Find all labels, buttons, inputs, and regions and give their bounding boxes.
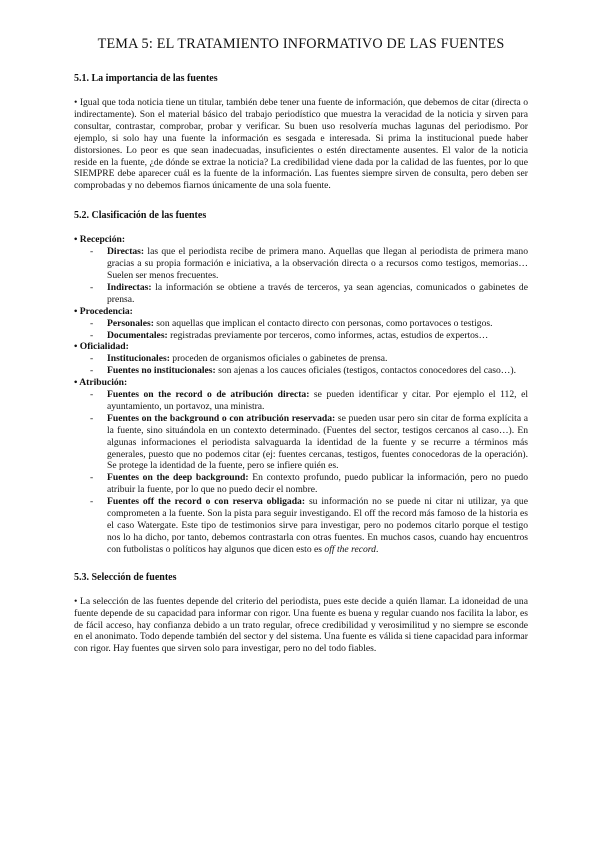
list-item [90,281,528,306]
dash: - [90,329,94,341]
paragraph-importancia [74,97,528,192]
bullet: • [74,595,78,607]
section-heading-clasificacion: 5.2. Clasificación de las fuentes [74,210,207,222]
list-item [90,317,528,330]
section-heading-seleccion: 5.3. Selección de fuentes [74,571,177,583]
term: Indirectas: [107,281,152,293]
term: Fuentes off the record o con reserva obligada: [107,496,306,508]
category-oficialidad [74,341,528,377]
dash: - [90,317,94,329]
term: Fuentes on the background o con atribución reservada: [107,412,336,424]
dash: - [90,353,94,365]
dash: - [90,496,94,508]
classification-list [74,234,528,555]
document-page [74,36,528,673]
dash: - [90,389,94,401]
item-text: las que el periodista recibe de primera mano. Aquellas que llegan al periodista de primera mano gracias a su propia formación e iniciativa, a la observación directa o a recursos como testigos, memorias… Suelen ser menos frecuentes. [107,246,528,281]
item-text: proceden de organismos oficiales o gabinetes de prensa. [169,353,388,365]
list-item [90,329,528,342]
item-text: se pueden usar pero sin citar de forma explícita a la fuente, sino situándola en un contexto determinado. (Fuentes del sector, testigos cercanos al caso…). En algunas informaciones el periodista salvaguarda la identidad de la fuente y se recurre a términos más generales, puesto que no podemos citar (ej: fuentes cercanas, testigos, fuentes conocedoras de la operación). Se protege la identidad de la fuente, pero se infiere quién es. [107,412,528,472]
bullet: • [74,97,78,108]
bullet: • [74,234,78,246]
section-heading-importancia: 5.1. La importancia de las fuentes [74,73,218,84]
dash: - [90,472,94,484]
list-item [90,496,528,556]
bullet: • [74,341,78,353]
category-label: • Recepción: [74,234,126,246]
item-text: son aquellas que implican el contacto directo con personas, como portavoces o testigos. [153,317,493,329]
category-atribucion [74,377,528,556]
term: Fuentes on the deep background: [107,472,249,484]
category-label: • Oficialidad: [74,341,129,353]
paragraph-text: La selección de las fuentes depende del criterio del periodista, pues este decide a quién llamar. La idoneidad de una fuente depende de su capacidad para informar con rigor. Una fuente es buena y regular cuando nos facilita la labor, es de fácil acceso, hay confianza debido a un trato regular, ofrece credibilidad y verosimilitud y no siempre se esconde en el anonimato. Todo depende también del sector y del sistema. Una fuente es válida si tiene capacidad para informar con rigor. Hay fuentes que sirven solo para investigar, pero no del todo fiables. [74,595,528,655]
dash: - [90,281,94,293]
dash: - [90,365,94,377]
bullet: • [74,377,78,389]
item-text: son ajenas a los cauces oficiales (testigos, contactos conocedores del caso…). [215,365,516,377]
term: Documentales: [107,329,168,341]
bullet: • [74,305,78,317]
term: Personales: [107,317,154,329]
paragraph-seleccion [74,596,528,656]
item-text: En contexto profundo, puedo publicar la información, pero no puedo atribuir la fuente, por lo que no puedo decir el nombre. [107,472,528,496]
category-label: • Procedencia: [74,305,133,317]
list-item [90,353,528,365]
paragraph-text: Igual que toda noticia tiene un titular, también debe tener una fuente de información, que debemos de citar (directa o indirectamente). Son el material básico del trabajo periodístico que muestra la veracidad de la noticia y sirven para consultar, contrastar, comprobar, probar y verificar. Su buen uso resolvería muchas lagunas del periodismo. Por ejemplo, si solo hay una fuente la información es sesgada e interesada. Si prima la institucional puede haber distorsiones. Lo peor es que sean inadecuadas, insuficientes o estén directamente ausentes. El valor de la noticia reside en la fuente, ¿de dónde se extrae la noticia? La credibilidad viene dada por la calidad de las fuentes, por lo que SIEMPRE debe aparecer cuál es la fuente de la información. Las fuentes siempre sirven de consulta, pero deben ser comprobadas y no debemos fiarnos únicamente de una sola fuente. [74,97,528,192]
list-item [90,412,528,473]
category-recepcion [74,234,528,305]
dash: - [90,412,94,424]
term: Institucionales: [107,353,170,365]
item-text: se pueden identificar y citar. Por ejemplo el 112, el ayuntamiento, un portavoz, una ministra. [107,389,529,412]
document-title: TEMA 5: EL TRATAMIENTO INFORMATIVO DE LAS FUENTES [97,36,505,52]
list-item [90,365,528,377]
category-label: • Atribución: [74,377,128,389]
item-end: . [375,543,379,555]
term: Directas: [107,246,145,258]
dash: - [90,246,94,258]
list-item [90,246,528,282]
term: Fuentes on the record o de atribución directa: [107,389,310,401]
term: Fuentes no institucionales: [107,365,216,377]
item-text: la información se obtiene a través de terceros, ya sean agencias, comunicados o gabinetes de prensa. [107,281,528,305]
list-item [90,389,529,413]
category-procedencia [74,306,528,342]
list-item [90,472,528,496]
item-text: su información no se puede ni citar ni utilizar, ya que comprometen a la fuente. Son la pista para seguir investigando. El off the record más famoso de la historia es el caso Watergate. Este tipo de testimonios sirve para investigar, pero no podemos citarlo porque el testigo nos lo ha dicho, por tanto, debemos contrastarla con otras fuentes. En muchos casos, cuando hay encuentros con futbolistas o políticos hay algunos que dicen esto es [107,496,528,555]
item-text: registradas previamente por terceros, como informes, actas, estudios de expertos… [167,329,489,341]
item-italic: off the record [324,543,376,555]
